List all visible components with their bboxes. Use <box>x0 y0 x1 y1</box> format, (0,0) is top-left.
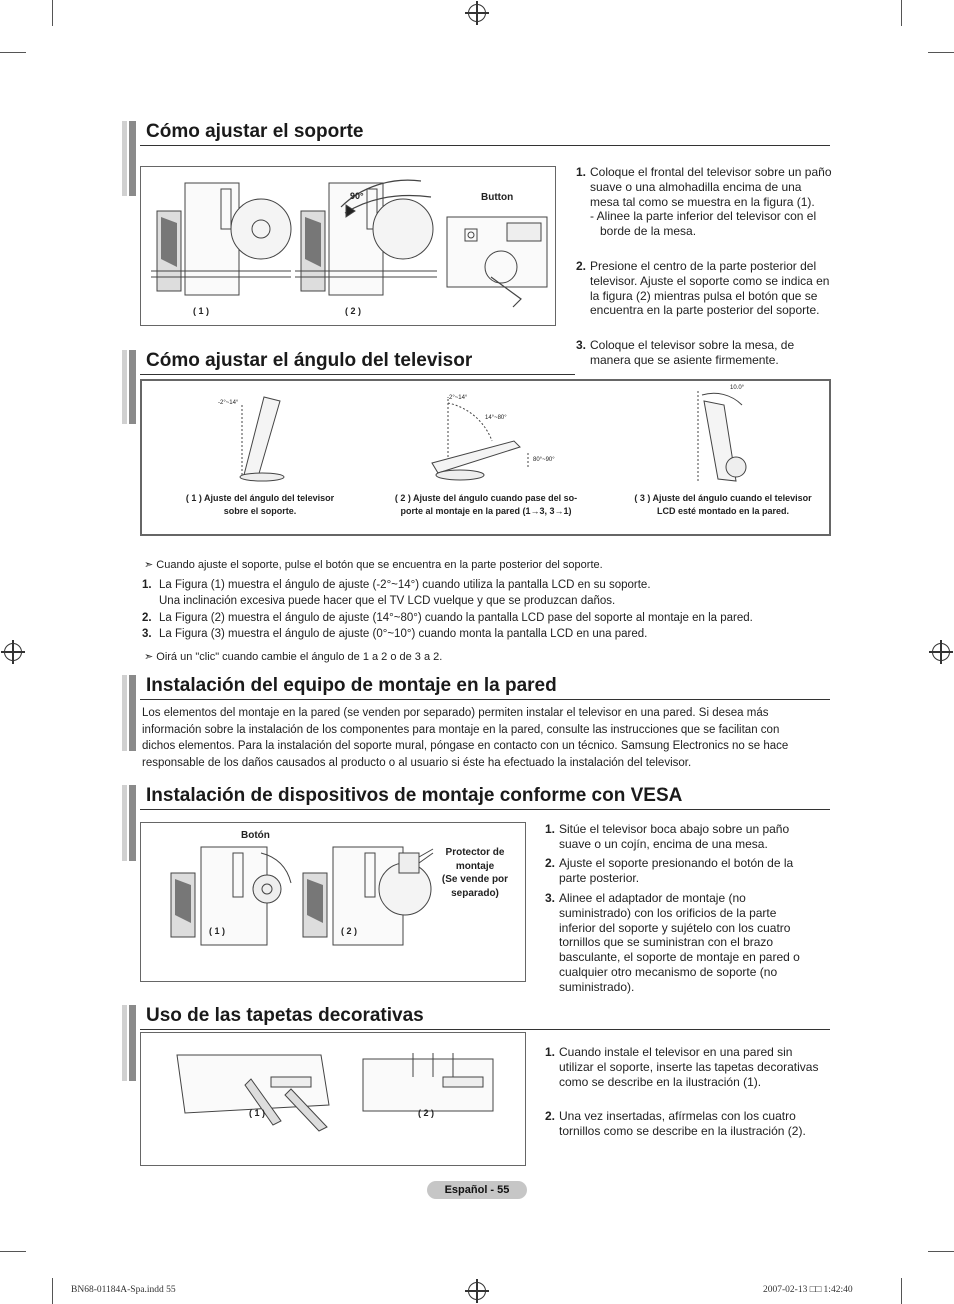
wall-paragraph: Los elementos del montaje en la pared (se venden por separado) permiten instalar el televisor en una pared. Si desea más información sobre la instalación de los componentes para montaje en la pared, consulte las instrucciones que se facilitan con dichos elementos. Para la instalación del soporte mural, póngase en contacto con un técnico. Samsung Electronics no se hace responsable de los daños causados al producto o al usuario si éste ha efectuado la instalación del televisor. <box>142 707 789 769</box>
section-rule <box>140 145 830 146</box>
section-marker <box>122 785 136 861</box>
figure-label-1: ( 1 ) <box>193 306 210 316</box>
section-marker <box>122 121 136 196</box>
stand-illustration <box>141 167 557 327</box>
stand-step-2: 2. Presione el centro de la parte posterior del televisor. Ajuste el soporte como se indica en la figura (2) mientras pulsa el botón que se encuentra en la parte posterior del soporte. <box>576 259 830 318</box>
registration-mark-icon <box>932 643 950 661</box>
covers-step-2: 2. Una vez insertadas, afírmelas con los cuatro tornillos como se describe en la ilustración (2). <box>545 1109 806 1138</box>
crop-mark <box>928 52 954 53</box>
angle-item-number: 2. <box>142 612 152 624</box>
covers-figure-box <box>140 1032 526 1166</box>
section-rule <box>140 699 830 700</box>
angle-range-label: 14°~80° <box>485 415 507 421</box>
section-rule <box>140 1029 830 1030</box>
stand-step-3: 3. Coloque el televisor sobre la mesa, de manera que se asiente firmemente. <box>576 338 795 367</box>
section-rule <box>140 809 830 810</box>
angle-item-number: 3. <box>142 628 152 640</box>
angle-label: 90° <box>350 191 364 201</box>
figure-label-2: ( 2 ) <box>345 306 362 316</box>
angle-figure-box <box>140 379 831 536</box>
section-title-stand: Cómo ajustar el soporte <box>146 121 364 142</box>
registration-mark-icon <box>468 1282 486 1300</box>
section-title-vesa: Instalación de dispositivos de montaje conforme con VESA <box>146 785 683 806</box>
figure-label-2: ( 2 ) <box>341 926 358 936</box>
section-marker <box>122 350 136 424</box>
section-title-covers: Uso de las tapetas decorativas <box>146 1005 424 1026</box>
print-file-info: BN68-01184A-Spa.indd 55 <box>71 1285 176 1295</box>
section-title-wall: Instalación del equipo de montaje en la pared <box>146 675 557 696</box>
crop-mark <box>0 1251 26 1252</box>
boton-label: Botón <box>241 830 270 841</box>
covers-illustration <box>141 1033 527 1167</box>
angle-range-label: -2°~14° <box>218 400 239 406</box>
angle-note-1: ➣ Cuando ajuste el soporte, pulse el botón que se encuentra en la parte posterior del soporte. <box>144 559 603 571</box>
vesa-step-1: 1. Sitúe el televisor boca abajo sobre un paño suave o un cojín, encima de una mesa. <box>545 822 790 851</box>
figure-label-1: ( 1 ) <box>209 926 226 936</box>
protector-label: Protector de montaje (Se vende por separado) <box>441 847 509 899</box>
angle-item-3: La Figura (3) muestra el ángulo de ajuste (0°~10°) cuando monta la pantalla LCD en una pared. <box>159 628 648 640</box>
figure-label-2: ( 2 ) <box>418 1108 435 1118</box>
section-rule <box>140 374 575 375</box>
covers-step-1: 1. Cuando instale el televisor en una pared sin utilizar el soporte, inserte las tapetas decorativas como se describe en la ilustración (1). <box>545 1045 819 1089</box>
angle-range-label: 80°~90° <box>533 457 555 463</box>
print-date-info: 2007-02-13 □□ 1:42:40 <box>763 1285 853 1295</box>
angle-caption-2: ( 2 ) Ajuste del ángulo cuando pase del so- porte al montaje en la pared (1→3, 3→1) <box>394 493 578 516</box>
crop-mark <box>901 1278 902 1304</box>
angle-range-label: -2°~14° <box>447 395 468 401</box>
angle-item-1-line1: La Figura (1) muestra el ángulo de ajuste (-2°~14°) cuando utiliza la pantalla LCD en su soporte. <box>159 579 651 591</box>
crop-mark <box>928 1251 954 1252</box>
angle-caption-3: ( 3 ) Ajuste del ángulo cuando el televisor LCD esté montado en la pared. <box>634 493 812 516</box>
crop-mark <box>0 52 26 53</box>
angle-caption-1: ( 1 ) Ajuste del ángulo del televisor sobre el soporte. <box>185 493 335 516</box>
crop-mark <box>52 1278 53 1304</box>
section-title-angle: Cómo ajustar el ángulo del televisor <box>146 350 473 371</box>
angle-range-label: 10.0° <box>730 385 745 391</box>
stand-figure-box <box>140 166 556 326</box>
angle-item-2: La Figura (2) muestra el ángulo de ajuste (14°~80°) cuando la pantalla LCD pase del soporte al montaje en la pared. <box>159 612 753 624</box>
section-marker <box>122 1005 136 1081</box>
vesa-figure-box <box>140 822 526 982</box>
angle-item-number: 1. <box>142 579 152 591</box>
angle-note-2: ➣ Oirá un "clic" cuando cambie el ángulo de 1 a 2 o de 3 a 2. <box>144 651 443 663</box>
crop-mark <box>901 0 902 26</box>
stand-step-1: 1. Coloque el frontal del televisor sobre un paño suave o una almohadilla encima de una mesa tal como se muestra en la figura (1). - Alinee la parte inferior del televisor con el borde de la mesa. <box>576 165 832 239</box>
button-label: Button <box>481 192 514 203</box>
angle-item-1-line2: Una inclinación excesiva puede hacer que el TV LCD vuelque y que se produzcan daños. <box>159 595 616 607</box>
registration-mark-icon <box>468 4 486 22</box>
vesa-step-3: 3. Alinee el adaptador de montaje (no suministrado) con los orificios de la parte inferior del soporte y sujételo con los cuatro tornillos que se suministran con el brazo basculante, el soporte de montaje en pared o cualquier otro mecanismo de soporte (no suministrado). <box>545 891 800 994</box>
figure-label-1: ( 1 ) <box>249 1108 266 1118</box>
crop-mark <box>52 0 53 26</box>
page-number-badge: Español - 55 <box>427 1181 527 1199</box>
registration-mark-icon <box>4 643 22 661</box>
section-marker <box>122 675 136 751</box>
vesa-step-2: 2. Ajuste el soporte presionando el botón de la parte posterior. <box>545 856 794 885</box>
